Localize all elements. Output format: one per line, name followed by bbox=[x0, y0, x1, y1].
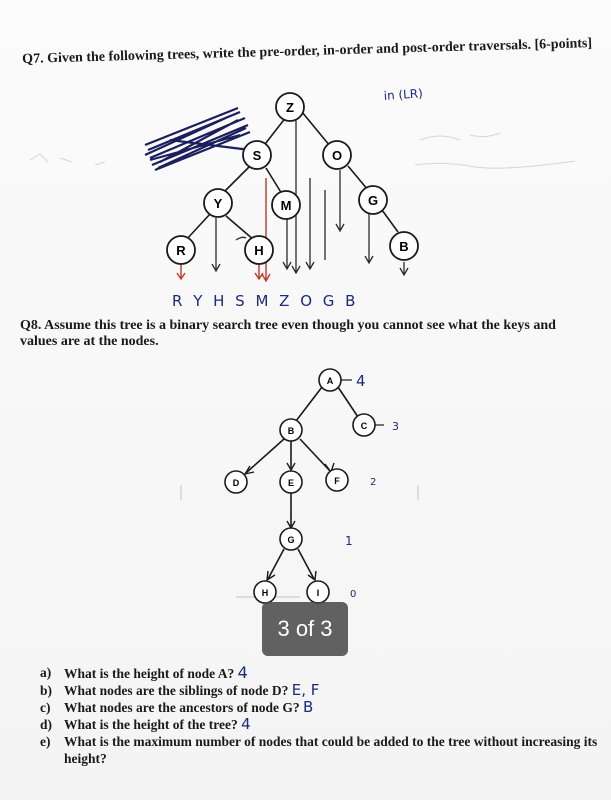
q8-note-f: 2 bbox=[370, 477, 377, 488]
ink-scribble bbox=[145, 108, 250, 170]
q7-node-m-label: M bbox=[280, 198, 292, 213]
q8-node-i bbox=[307, 581, 329, 603]
q7-node-z-label: Z bbox=[286, 100, 294, 115]
q8-note-g: 1 bbox=[345, 534, 353, 548]
question-d-answer: 4 bbox=[241, 715, 251, 733]
q8-node-b-label: B bbox=[287, 426, 295, 436]
question-b-answer: E, F bbox=[291, 681, 320, 699]
question-b-letter: b) bbox=[40, 683, 53, 698]
page-indicator-badge: 3 of 3 bbox=[262, 602, 348, 656]
question-d bbox=[40, 716, 600, 733]
q8-node-a-label: A bbox=[326, 376, 334, 386]
q8-node-h-label: H bbox=[261, 588, 269, 598]
q8-node-g bbox=[280, 528, 302, 550]
q8-number: Q8. bbox=[20, 318, 42, 333]
question-a-answer: 4 bbox=[237, 663, 248, 682]
q7-node-o bbox=[323, 141, 351, 169]
question-e-letter: e) bbox=[40, 734, 51, 749]
q8-node-e-label: E bbox=[287, 478, 295, 488]
q8-note-c: 3 bbox=[392, 420, 399, 433]
faint-background-marks bbox=[30, 133, 575, 168]
q8-node-g-label: G bbox=[287, 535, 295, 545]
q7-tree-diagram bbox=[0, 0, 611, 310]
q7-handwritten-answer: R Y H S M Z O G B bbox=[172, 292, 359, 310]
q7-node-s-label: S bbox=[252, 148, 262, 163]
question-a bbox=[40, 664, 600, 682]
q8-node-c-label: C bbox=[360, 421, 368, 431]
q8-node-a bbox=[319, 369, 341, 391]
question-c-answer: B bbox=[303, 698, 314, 716]
q7-node-r bbox=[167, 236, 195, 264]
q7-node-g-label: G bbox=[367, 193, 379, 208]
q7-node-m bbox=[272, 191, 300, 219]
q7-node-y bbox=[204, 189, 232, 217]
q8-text: Assume this tree is a binary search tree even though you cannot see what the keys and values are at the nodes. bbox=[20, 318, 556, 349]
question-c-letter: c) bbox=[40, 700, 51, 715]
q7-node-o-label: O bbox=[331, 148, 343, 163]
q8-note-i: 0 bbox=[350, 589, 357, 600]
question-e-text: What is the maximum number of nodes that could be added to the tree without increasing its height? bbox=[64, 734, 598, 766]
q7-node-z bbox=[276, 93, 304, 121]
question-e bbox=[40, 733, 600, 767]
q8-node-h bbox=[254, 581, 276, 603]
q7-node-r-label: R bbox=[176, 243, 186, 258]
question-c bbox=[40, 699, 600, 716]
question-a-letter: a) bbox=[40, 665, 52, 680]
question-d-letter: d) bbox=[40, 717, 53, 732]
q8-node-f-label: F bbox=[334, 476, 340, 486]
q7-node-b bbox=[390, 232, 418, 260]
q8-node-c bbox=[353, 414, 375, 436]
question-a-text: What is the height of node A? bbox=[64, 666, 235, 681]
q8-node-f bbox=[326, 469, 348, 491]
q8-prompt bbox=[20, 318, 590, 350]
q8-node-d bbox=[225, 471, 247, 493]
question-d-text: What is the height of the tree? bbox=[64, 717, 238, 732]
q8-node-b bbox=[280, 419, 302, 441]
question-b bbox=[40, 682, 600, 699]
question-c-text: What nodes are the ancestors of node G? bbox=[64, 700, 300, 715]
q8-node-e bbox=[280, 471, 302, 493]
question-list bbox=[40, 664, 600, 767]
q7-number: Q7. bbox=[22, 51, 44, 67]
q8-node-d-label: D bbox=[232, 478, 240, 488]
q8-node-i-label: I bbox=[316, 588, 320, 598]
q7-text: Given the following trees, write the pre-order, in-order and post-order traversals. [6-points] bbox=[46, 36, 593, 67]
q7-node-s bbox=[243, 141, 271, 169]
question-b-text: What nodes are the siblings of node D? bbox=[64, 683, 289, 698]
q7-node-g bbox=[359, 186, 387, 214]
q8-note-a: 4 bbox=[356, 372, 366, 390]
q7-node-h bbox=[245, 236, 273, 264]
q7-node-b-label: B bbox=[399, 239, 409, 254]
q7-annotation-inorder: in (LR) bbox=[383, 86, 424, 103]
q7-node-h-label: H bbox=[254, 243, 264, 258]
q7-node-y-label: Y bbox=[213, 196, 223, 211]
